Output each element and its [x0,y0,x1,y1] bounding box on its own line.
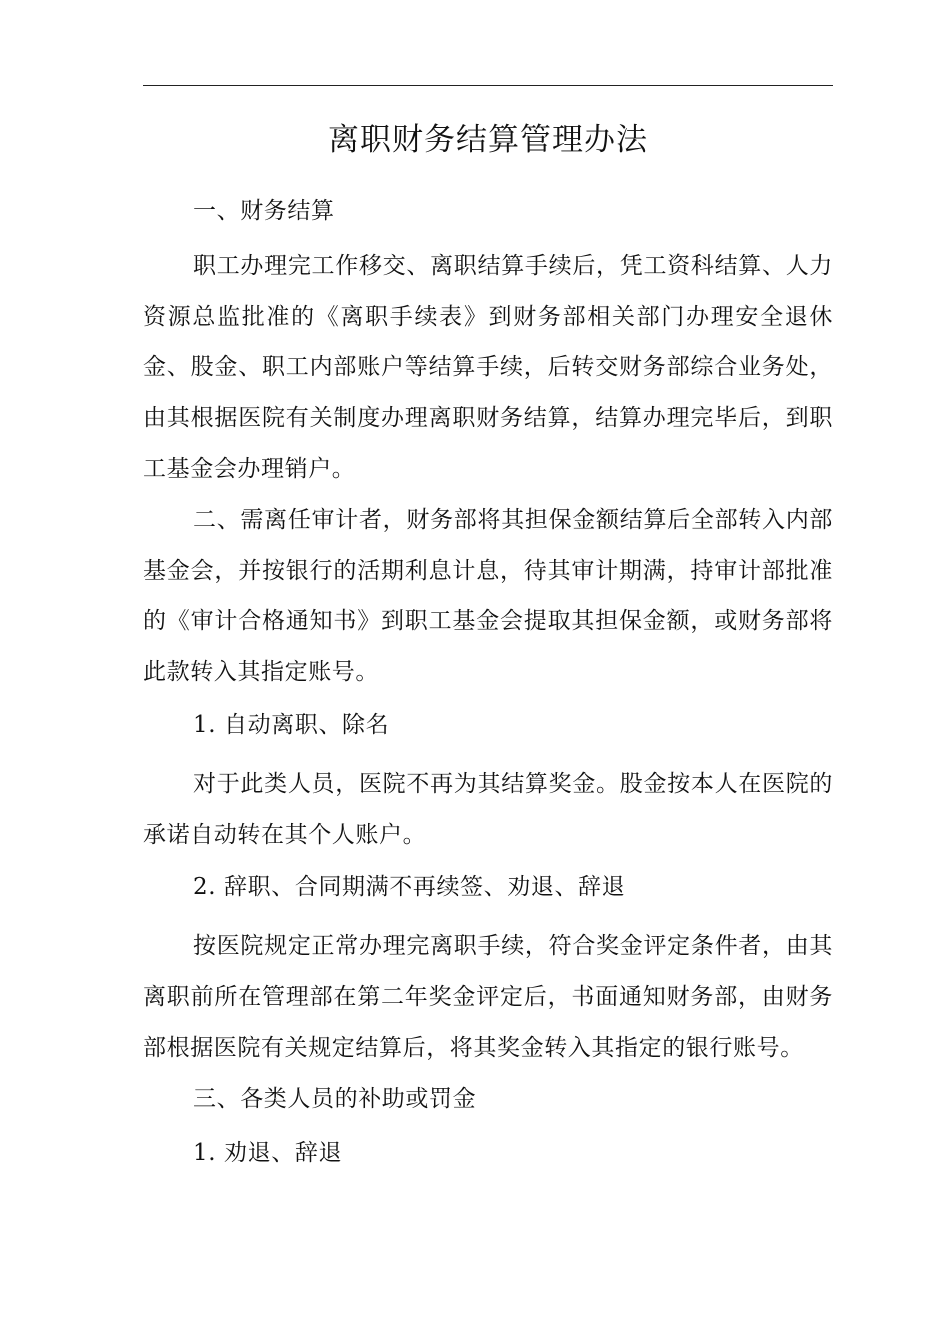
paragraph-audit: 二、需离任审计者，财务部将其担保金额结算后全部转入内部基金会，并按银行的活期利息计息，待其审计期满，持审计部批准的《审计合格通知书》到职工基金会提取其担保金额，或财务部将此款转入其指定账号。 [143,506,833,686]
paragraph-resignation: 按医院规定正常办理完离职手续，符合奖金评定条件者，由其离职前所在管理部在第二年奖金评定后，书面通知财务部，由财务部根据医院有关规定结算后，将其奖金转入其指定的银行账号。 [143,933,833,1061]
paragraph-self-resign: 对于此类人员，医院不再为其结算奖金。股金按本人在医院的承诺自动转在其个人账户。 [143,770,833,848]
section-heading-3: 三、各类人员的补助或罚金 [193,1085,477,1112]
subheading-self-resign: 1. 自动离职、除名 [193,711,390,738]
subheading-resignation: 2. 辞职、合同期满不再续签、劝退、辞退 [193,874,626,901]
section-heading-1: 一、财务结算 [193,198,335,224]
paragraph-financial-settlement: 职工办理完工作移交、离职结算手续后，凭工资科结算、人力资源总监批准的《离职手续表》到财务部相关部门办理安全退休金、股金、职工内部账户等结算手续，后转交财务部综合业务处，由其根据医院有关制度办理离职财务结算，结算办理完毕后，到职工基金会办理销户。 [143,252,833,482]
document-body [143,186,833,1187]
header-divider [143,85,833,86]
subheading-dismissal: 1. 劝退、辞退 [193,1140,343,1167]
document-title: 离职财务结算管理办法 [328,122,648,158]
